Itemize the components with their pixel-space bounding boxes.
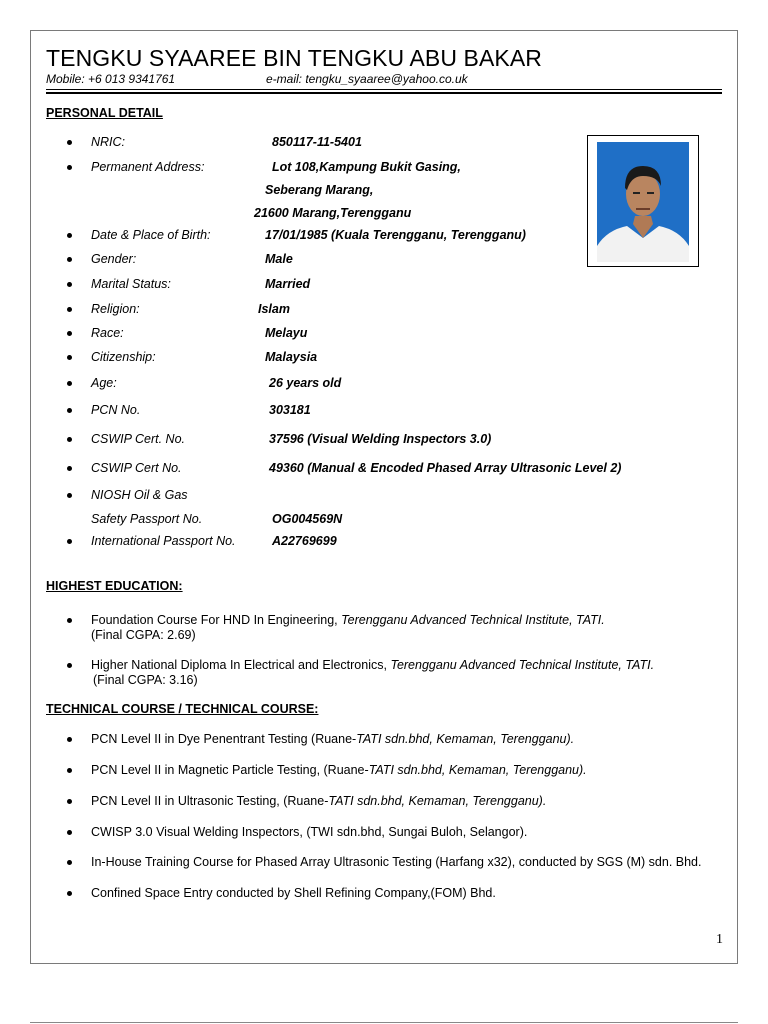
course-item-1: PCN Level II in Dye Penentrant Testing (Ruane-TATI sdn.bhd, Kemaman, Terengganu). bbox=[91, 732, 575, 746]
profile-photo bbox=[597, 142, 689, 262]
bullet-icon bbox=[67, 381, 72, 386]
marital-label: Marital Status: bbox=[91, 277, 171, 291]
bullet-icon bbox=[67, 307, 72, 312]
next-page-edge bbox=[30, 1022, 738, 1023]
cswip-cert-2-value: 49360 (Manual & Encoded Phased Array Ultrasonic Level 2) bbox=[269, 461, 622, 475]
education-item-1: Foundation Course For HND In Engineering, Terengganu Advanced Technical Institute, TATI. bbox=[91, 613, 605, 627]
pcn-label: PCN No. bbox=[91, 403, 141, 417]
address-line-3: 21600 Marang,Terengganu bbox=[254, 206, 412, 220]
course-item-4: CWISP 3.0 Visual Welding Inspectors, (TWI sdn.bhd, Sungai Buloh, Selangor). bbox=[91, 825, 528, 839]
bullet-icon bbox=[67, 233, 72, 238]
citizenship-value: Malaysia bbox=[265, 350, 318, 364]
candidate-name: TENGKU SYAAREE BIN TENGKU ABU BAKAR bbox=[46, 45, 543, 71]
email-address: e-mail: tengku_syaaree@yahoo.co.uk bbox=[266, 72, 468, 86]
bullet-icon bbox=[67, 737, 72, 742]
citizenship-label: Citizenship: bbox=[91, 350, 156, 364]
dob-value: 17/01/1985 (Kuala Terengganu, Terengganu) bbox=[265, 228, 526, 242]
bullet-icon bbox=[67, 891, 72, 896]
bullet-icon bbox=[67, 493, 72, 498]
marital-value: Married bbox=[265, 277, 311, 291]
bullet-icon bbox=[67, 257, 72, 262]
cswip-cert-2-label: CSWIP Cert No. bbox=[91, 461, 182, 475]
bullet-icon bbox=[67, 165, 72, 170]
bullet-icon bbox=[67, 408, 72, 413]
intl-passport-value: A22769699 bbox=[272, 534, 337, 548]
bullet-icon bbox=[67, 331, 72, 336]
race-label: Race: bbox=[91, 326, 124, 340]
profile-photo-frame bbox=[587, 135, 699, 267]
bullet-icon bbox=[67, 830, 72, 835]
race-value: Melayu bbox=[265, 326, 308, 340]
cswip-cert-1-label: CSWIP Cert. No. bbox=[91, 432, 185, 446]
header-divider-thick bbox=[46, 92, 722, 94]
pcn-value: 303181 bbox=[269, 403, 311, 417]
bullet-icon bbox=[67, 663, 72, 668]
gender-label: Gender: bbox=[91, 252, 137, 266]
bullet-icon bbox=[67, 466, 72, 471]
dob-label: Date & Place of Birth: bbox=[91, 228, 211, 242]
bullet-icon bbox=[67, 355, 72, 360]
course-item-3: PCN Level II in Ultrasonic Testing, (Ruane-TATI sdn.bhd, Kemaman, Terengganu). bbox=[91, 794, 547, 808]
address-label: Permanent Address: bbox=[91, 160, 205, 174]
religion-label: Religion: bbox=[91, 302, 140, 316]
bullet-icon bbox=[67, 140, 72, 145]
header-divider bbox=[46, 89, 722, 90]
bullet-icon bbox=[67, 860, 72, 865]
religion-value: Islam bbox=[258, 302, 290, 316]
bullet-icon bbox=[67, 768, 72, 773]
age-label: Age: bbox=[91, 376, 117, 390]
age-value: 26 years old bbox=[269, 376, 342, 390]
education-item-2-cgpa: (Final CGPA: 3.16) bbox=[93, 673, 198, 687]
safety-passport-label: Safety Passport No. bbox=[91, 512, 203, 526]
bullet-icon bbox=[67, 437, 72, 442]
nric-label: NRIC: bbox=[91, 135, 126, 149]
mobile-number: Mobile: +6 013 9341761 bbox=[46, 72, 176, 86]
course-item-2: PCN Level II in Magnetic Particle Testing, (Ruane-TATI sdn.bhd, Kemaman, Terengganu). bbox=[91, 763, 587, 777]
safety-passport-value: OG004569N bbox=[272, 512, 343, 526]
bullet-icon bbox=[67, 282, 72, 287]
bullet-icon bbox=[67, 799, 72, 804]
address-line-2: Seberang Marang, bbox=[265, 183, 374, 197]
page-number: 1 bbox=[716, 932, 723, 947]
nric-value: 850117-11-5401 bbox=[272, 135, 362, 149]
intl-passport-label: International Passport No. bbox=[91, 534, 236, 548]
education-heading: HIGHEST EDUCATION: bbox=[46, 579, 183, 593]
resume-page bbox=[30, 30, 738, 964]
niosh-label: NIOSH Oil & Gas bbox=[91, 488, 188, 502]
course-item-5: In-House Training Course for Phased Array Ultrasonic Testing (Harfang x32), conducted by SGS (M) sdn. Bhd. bbox=[91, 855, 702, 869]
bullet-icon bbox=[67, 618, 72, 623]
education-item-1-cgpa: (Final CGPA: 2.69) bbox=[91, 628, 196, 642]
bullet-icon bbox=[67, 539, 72, 544]
personal-detail-heading: PERSONAL DETAIL bbox=[46, 106, 163, 120]
education-item-2: Higher National Diploma In Electrical and Electronics, Terengganu Advanced Technical Institute, TATI. bbox=[91, 658, 655, 672]
gender-value: Male bbox=[265, 252, 293, 266]
cswip-cert-1-value: 37596 (Visual Welding Inspectors 3.0) bbox=[269, 432, 492, 446]
technical-course-heading: TECHNICAL COURSE / TECHNICAL COURSE: bbox=[46, 702, 319, 716]
address-line-1: Lot 108,Kampung Bukit Gasing, bbox=[272, 160, 461, 174]
course-item-6: Confined Space Entry conducted by Shell Refining Company,(FOM) Bhd. bbox=[91, 886, 496, 900]
